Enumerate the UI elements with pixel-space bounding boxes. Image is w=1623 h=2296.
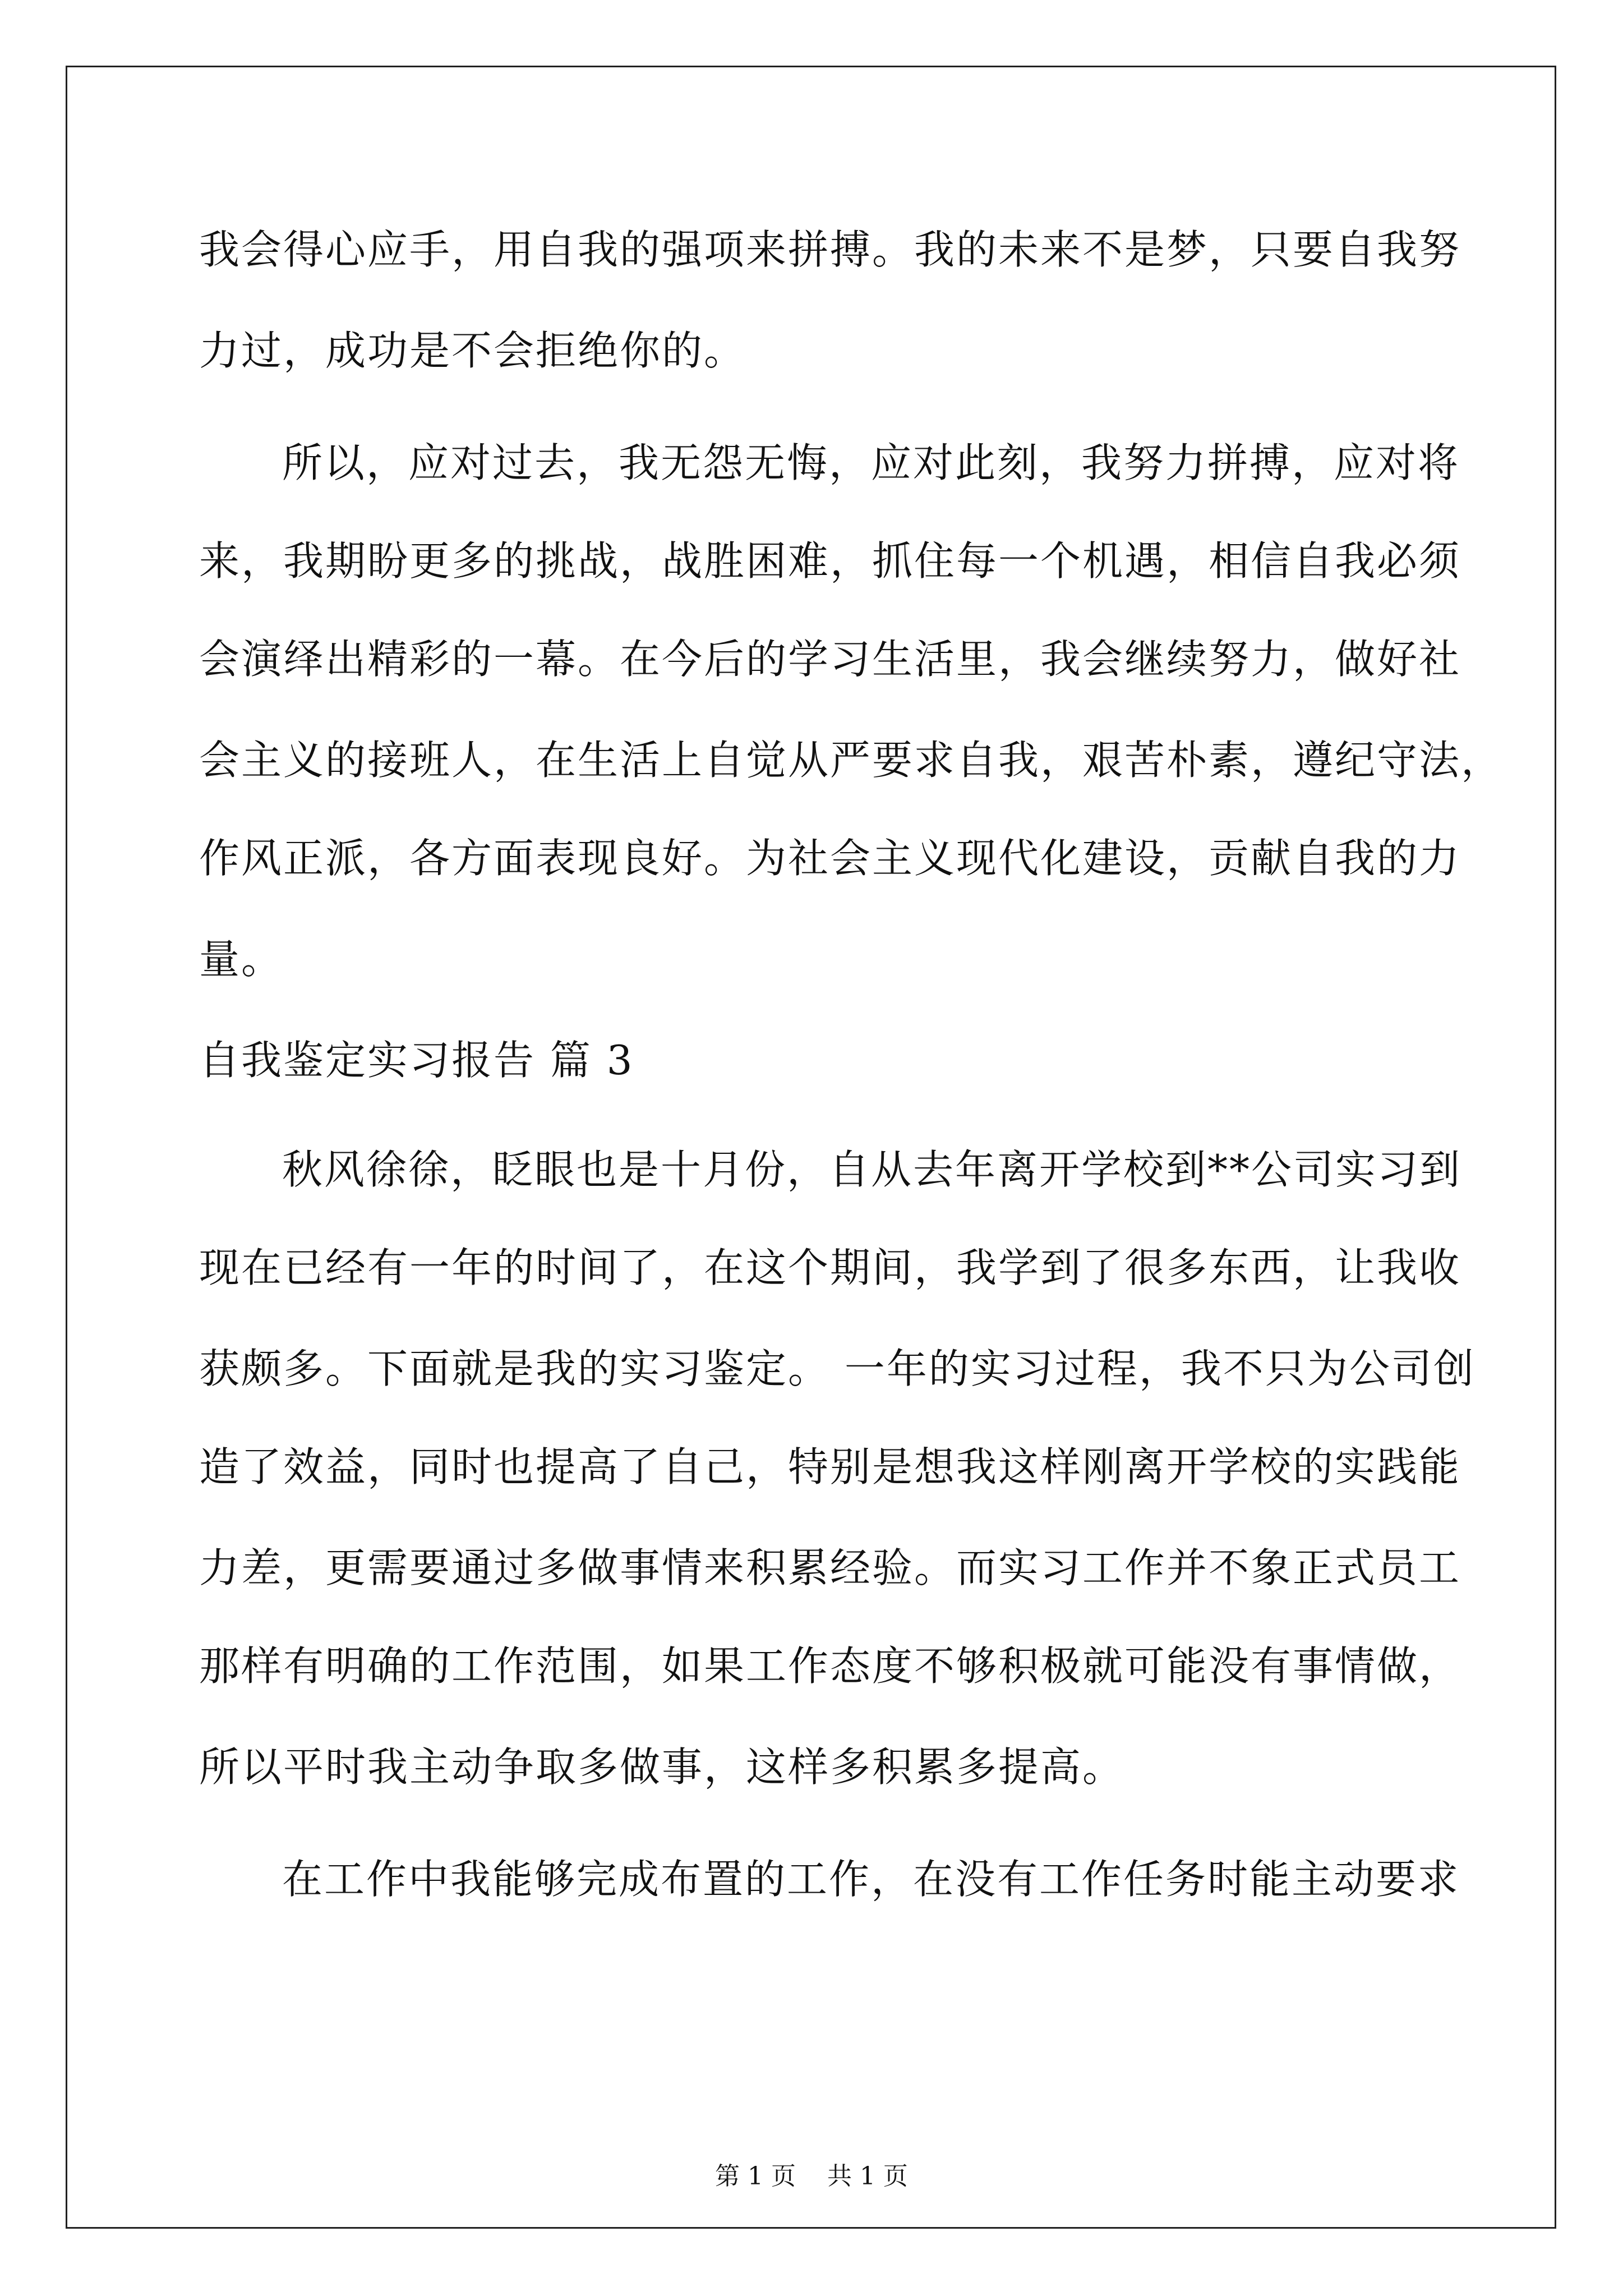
body-text-line: 那样有明确的工作范围，如果工作态度不够积极就可能没有事情做， [199,1642,1461,1690]
body-text-line: 获颇多。下面就是我的实习鉴定。 一年的实习过程，我不只为公司创 [199,1345,1476,1392]
body-text-line: 秋风徐徐，眨眼也是十月份，自从去年离开学校到**公司实习到 [282,1146,1462,1193]
body-text-line: 来，我期盼更多的挑战，战胜困难，抓住每一个机遇，相信自我必须 [199,537,1461,585]
body-text-line: 现在已经有一年的时间了，在这个期间，我学到了很多东西，让我收 [199,1244,1461,1291]
body-text-line: 会演绎出精彩的一幕。在今后的学习生活里，我会继续努力，做好社 [199,636,1461,683]
body-text-line: 会主义的接班人，在生活上自觉从严要求自我，艰苦朴素，遵纪守法， [199,737,1504,784]
body-text-line: 我会得心应手，用自我的强项来拼搏。我的未来不是梦，只要自我努 [199,226,1461,273]
body-text-line: 量。 [199,936,284,983]
body-text-line: 作风正派，各方面表现良好。为社会主义现代化建设，贡献自我的力 [199,835,1461,882]
page-number-footer: 第 1 页 共 1 页 [715,2162,908,2191]
body-text-line: 造了效益，同时也提高了自己，特别是想我这样刚离开学校的实践能 [199,1443,1461,1490]
body-text-line: 所以平时我主动争取多做事，这样多积累多提高。 [199,1743,1125,1791]
body-text-line: 在工作中我能够完成布置的工作，在没有工作任务时能主动要求 [282,1856,1460,1903]
section-heading: 自我鉴定实习报告 篇 3 [199,1037,634,1084]
body-text-line: 力差，更需要通过多做事情来积累经验。而实习工作并不象正式员工 [199,1544,1461,1591]
body-text-line: 所以，应对过去，我无怨无悔，应对此刻，我努力拼搏，应对将 [282,439,1460,486]
body-text-line: 力过，成功是不会拒绝你的。 [199,327,746,374]
